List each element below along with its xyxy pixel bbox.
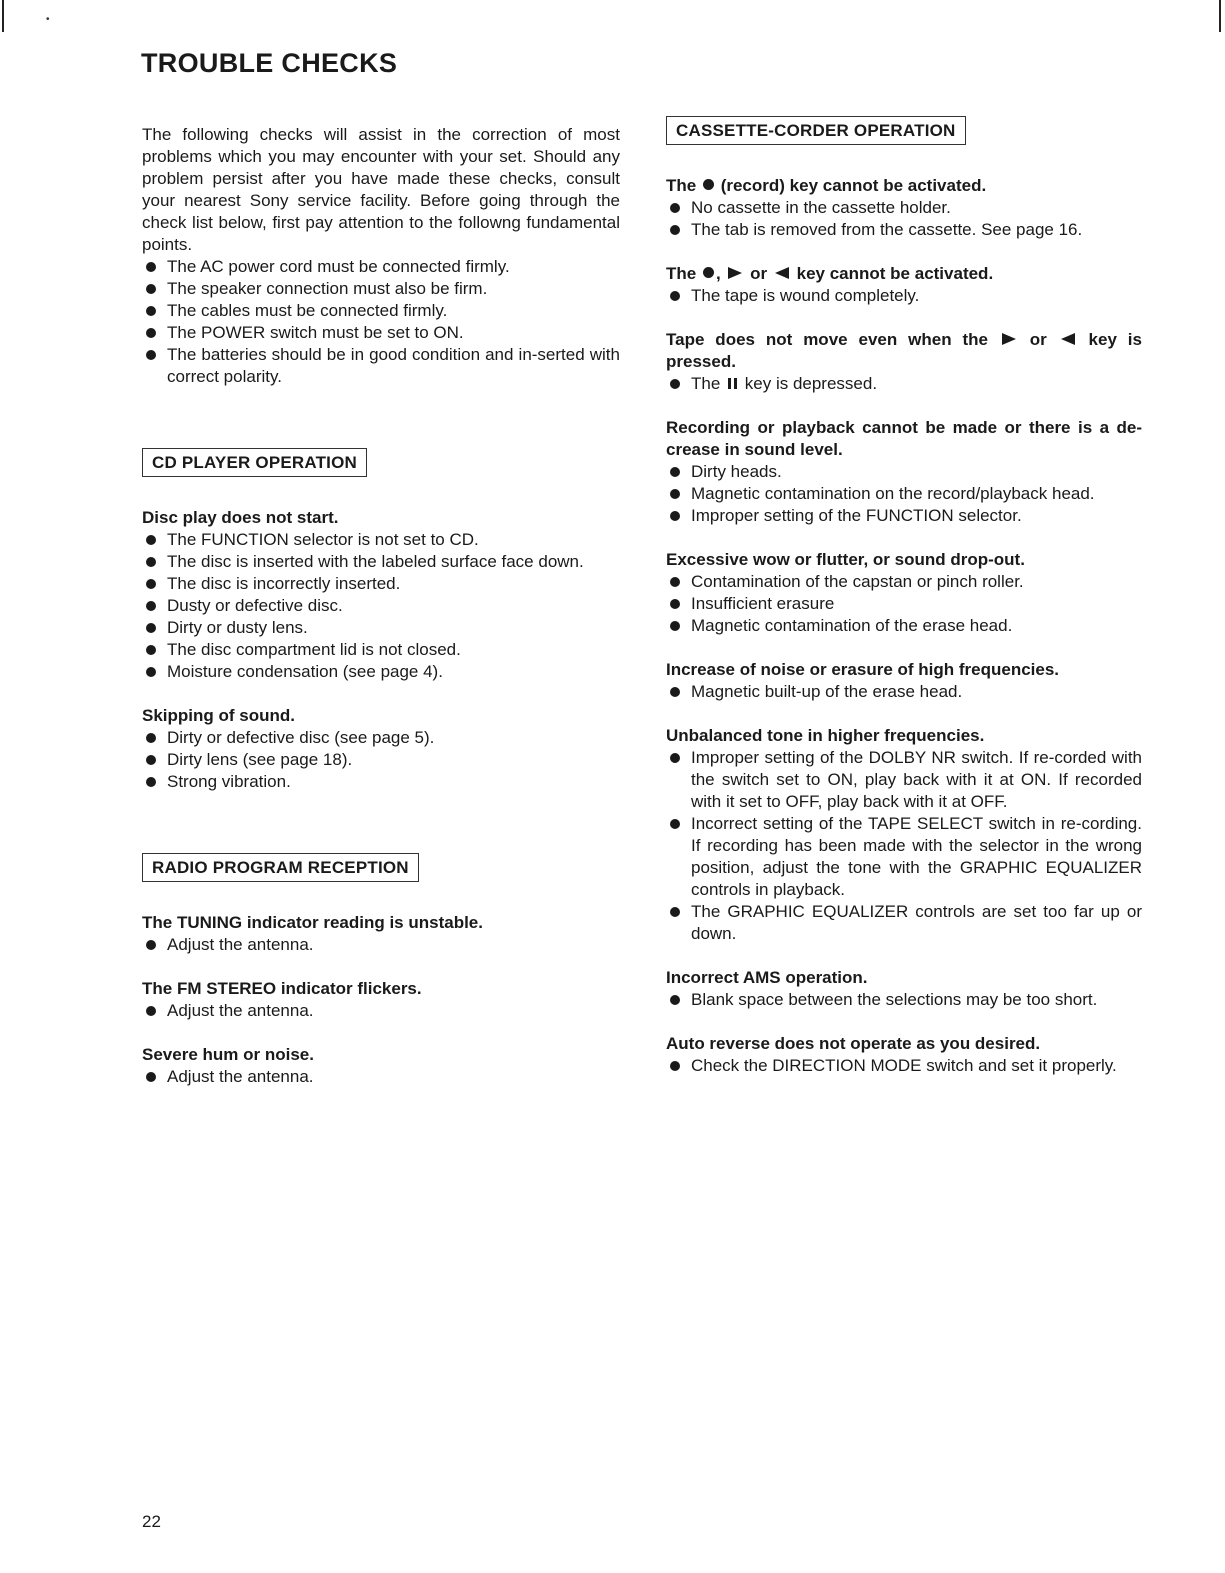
bullet-icon — [146, 777, 156, 787]
list-item: The disc compartment lid is not closed. — [142, 639, 620, 661]
check-list — [666, 197, 1142, 241]
check-list — [142, 727, 620, 793]
check-list — [142, 1066, 620, 1088]
bullet-icon — [146, 1072, 156, 1082]
list-item: The tab is removed from the cassette. See page 16. — [666, 219, 1142, 241]
list-item: No cassette in the cassette holder. — [666, 197, 1142, 219]
trouble-heading: Skipping of sound. — [142, 706, 295, 725]
list-item: The AC power cord must be connected firmly. — [142, 256, 620, 278]
list-item: Magnetic built-up of the erase head. — [666, 681, 1142, 703]
list-item: The disc is incorrectly inserted. — [142, 573, 620, 595]
bullet-icon — [670, 577, 680, 587]
list-item: Dusty or defective disc. — [142, 595, 620, 617]
bullet-icon — [670, 995, 680, 1005]
trouble-heading: Increase of noise or erasure of high frequencies. — [666, 660, 1060, 679]
bullet-icon — [146, 623, 156, 633]
check-list — [666, 747, 1142, 945]
trouble-group — [666, 329, 1142, 395]
trouble-heading: Disc play does not start. — [142, 508, 339, 527]
trouble-heading: Auto reverse does not operate as you desired. — [666, 1034, 1041, 1053]
bullet-icon — [146, 306, 156, 316]
bullet-icon — [146, 328, 156, 338]
list-item: Contamination of the capstan or pinch roller. — [666, 571, 1142, 593]
list-item: Dirty or defective disc (see page 5). — [142, 727, 620, 749]
list-item: The cables must be connected firmly. — [142, 300, 620, 322]
list-item: Adjust the antenna. — [142, 1000, 620, 1022]
list-item: Dirty lens (see page 18). — [142, 749, 620, 771]
trouble-group — [666, 417, 1142, 527]
trouble-heading: Unbalanced tone in higher frequencies. — [666, 726, 985, 745]
list-item: Magnetic contamination on the record/playback head. — [666, 483, 1142, 505]
trouble-heading: The (record) key cannot be activated. — [666, 176, 987, 195]
bullet-icon — [146, 645, 156, 655]
section-title-cd-player: CD PLAYER OPERATION — [142, 448, 367, 477]
bullet-icon — [670, 599, 680, 609]
list-item: Dirty or dusty lens. — [142, 617, 620, 639]
check-list — [666, 989, 1142, 1011]
trouble-heading: Severe hum or noise. — [142, 1045, 314, 1064]
bullet-icon — [670, 1061, 680, 1071]
trouble-heading: Tape does not move even when the or key is pressed. — [666, 330, 1142, 371]
bullet-icon — [670, 621, 680, 631]
check-list — [142, 934, 620, 956]
trouble-group — [142, 705, 620, 793]
list-item: Check the DIRECTION MODE switch and set it properly. — [666, 1055, 1142, 1077]
list-item: Improper setting of the FUNCTION selector. — [666, 505, 1142, 527]
bullet-icon — [670, 511, 680, 521]
trouble-group — [666, 175, 1142, 241]
bullet-icon — [146, 1006, 156, 1016]
bullet-icon — [670, 907, 680, 917]
page-title: TROUBLE CHECKS — [141, 48, 398, 78]
check-list — [666, 461, 1142, 527]
bullet-icon — [146, 755, 156, 765]
trouble-heading: The , or key cannot be activated. — [666, 264, 994, 283]
list-item: The batteries should be in good condition and in-serted with correct polarity. — [142, 344, 620, 388]
bullet-icon — [670, 203, 680, 213]
cassette-section — [666, 116, 1142, 1077]
bullet-icon — [146, 350, 156, 360]
section-title-cassette: CASSETTE-CORDER OPERATION — [666, 116, 966, 145]
list-item: The GRAPHIC EQUALIZER controls are set too far up or down. — [666, 901, 1142, 945]
intro-paragraph: The following checks will assist in the correction of most problems which you may encounter with your set. Should any problem persist after you have made these checks, consult your nearest Sony service facility. Before going through the check list below, first pay attention to the followng fundamental points. — [142, 125, 620, 254]
bullet-icon — [670, 467, 680, 477]
play-icon — [1002, 333, 1016, 345]
trouble-heading: Recording or playback cannot be made or there is a de-crease in sound level. — [666, 418, 1142, 459]
list-item: The POWER switch must be set to ON. — [142, 322, 620, 344]
fundamental-points-list — [142, 256, 620, 388]
reverse-play-icon — [1061, 333, 1075, 345]
radio-section — [142, 853, 620, 1088]
scan-speck: • — [46, 14, 50, 25]
list-item: Incorrect setting of the TAPE SELECT switch in re-cording. If recording has been made with the selector in the wrong position, adjust the tone with the GRAPHIC EQUALIZER controls in playback. — [666, 813, 1142, 901]
check-list — [142, 529, 620, 683]
list-item: The disc is inserted with the labeled surface face down. — [142, 551, 620, 573]
trouble-group — [142, 1044, 620, 1088]
page-number: 22 — [142, 1512, 161, 1531]
list-item: Blank space between the selections may be too short. — [666, 989, 1142, 1011]
trouble-group — [142, 912, 620, 956]
list-item: The tape is wound completely. — [666, 285, 1142, 307]
bullet-icon — [670, 379, 680, 389]
bullet-icon — [146, 262, 156, 272]
bullet-icon — [670, 225, 680, 235]
list-item: The key is depressed. — [666, 373, 1142, 395]
cd-player-section — [142, 448, 620, 793]
bullet-icon — [670, 687, 680, 697]
list-item: Strong vibration. — [142, 771, 620, 793]
bullet-icon — [146, 284, 156, 294]
bullet-icon — [146, 579, 156, 589]
check-list — [666, 681, 1142, 703]
bullet-icon — [146, 535, 156, 545]
trouble-heading: The TUNING indicator reading is unstable. — [142, 913, 483, 932]
list-item: Adjust the antenna. — [142, 1066, 620, 1088]
check-list — [666, 373, 1142, 395]
list-item: Moisture condensation (see page 4). — [142, 661, 620, 683]
bullet-icon — [146, 601, 156, 611]
trouble-heading: The FM STEREO indicator flickers. — [142, 979, 422, 998]
bullet-icon — [146, 557, 156, 567]
bullet-icon — [670, 753, 680, 763]
list-item: Magnetic contamination of the erase head. — [666, 615, 1142, 637]
list-item: The speaker connection must also be firm. — [142, 278, 620, 300]
pause-icon — [728, 378, 737, 389]
check-list — [666, 1055, 1142, 1077]
section-title-radio: RADIO PROGRAM RECEPTION — [142, 853, 419, 882]
bullet-icon — [670, 819, 680, 829]
trouble-group — [666, 1033, 1142, 1077]
list-item: Insufficient erasure — [666, 593, 1142, 615]
trouble-group — [666, 549, 1142, 637]
trouble-heading: Incorrect AMS operation. — [666, 968, 868, 987]
list-item: Improper setting of the DOLBY NR switch. If re-corded with the switch set to ON, play back with it at ON. If recorded with it set to OFF, play back with it at OFF. — [666, 747, 1142, 813]
record-icon — [703, 179, 714, 190]
bullet-icon — [146, 733, 156, 743]
trouble-group — [666, 967, 1142, 1011]
trouble-group — [666, 659, 1142, 703]
bullet-icon — [670, 291, 680, 301]
check-list — [666, 571, 1142, 637]
trouble-group — [666, 725, 1142, 945]
reverse-play-icon — [775, 267, 789, 279]
record-icon — [703, 267, 714, 278]
bullet-icon — [670, 489, 680, 499]
play-icon — [728, 267, 742, 279]
scan-edge-right — [1219, 0, 1221, 32]
list-item: Dirty heads. — [666, 461, 1142, 483]
scan-edge-left — [2, 0, 4, 32]
trouble-heading: Excessive wow or flutter, or sound drop-out. — [666, 550, 1025, 569]
trouble-group — [142, 507, 620, 683]
right-column — [666, 116, 1142, 1077]
left-column — [142, 124, 620, 1088]
trouble-group — [666, 263, 1142, 307]
trouble-group — [142, 978, 620, 1022]
list-item: The FUNCTION selector is not set to CD. — [142, 529, 620, 551]
list-item: Adjust the antenna. — [142, 934, 620, 956]
check-list — [142, 1000, 620, 1022]
bullet-icon — [146, 667, 156, 677]
check-list — [666, 285, 1142, 307]
bullet-icon — [146, 940, 156, 950]
